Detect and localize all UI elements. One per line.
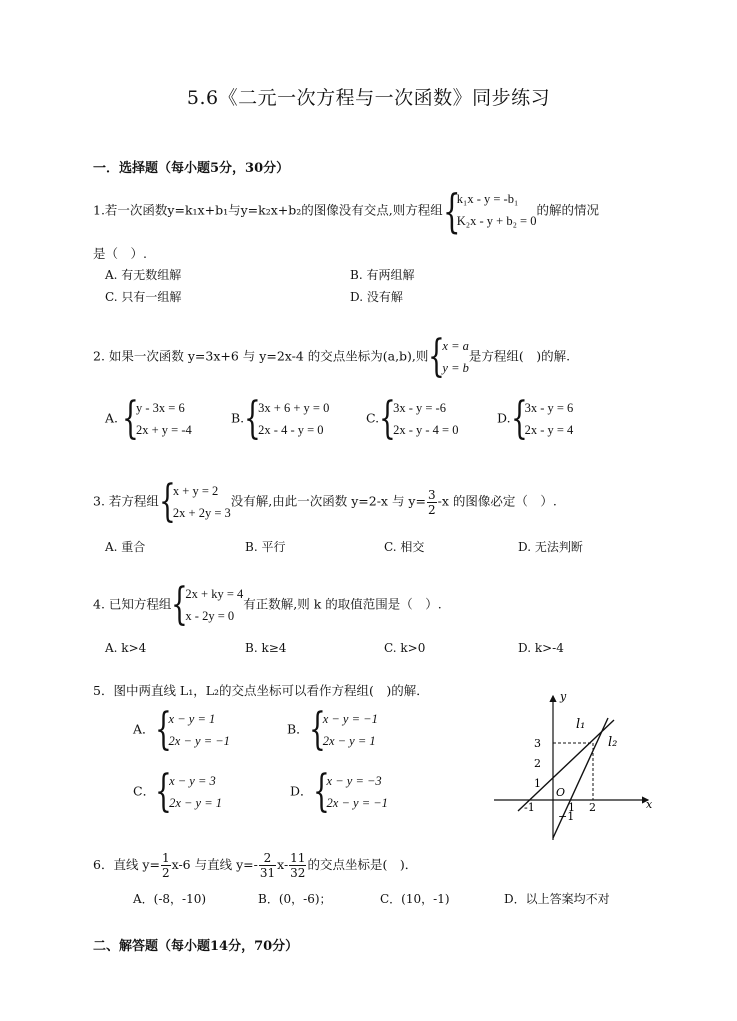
system-eq: 2x + 2y = 3 (172, 506, 231, 520)
q5-option-a: A． { x − y = 1 2x − y = −1 (133, 704, 230, 755)
question-2 (93, 331, 571, 382)
fraction: $\frac{11}{32}$ (290, 851, 306, 880)
system-eq: x − y = −3 (326, 774, 382, 788)
question-1-system: { k₁x - y = -b₁ K₂x - y + b₂ = 0 (442, 184, 537, 238)
question-4-prefix: 4. 已知方程组 (93, 596, 172, 612)
section-heading-solve: 二、解答题（每小题14分，70分） (93, 939, 299, 954)
option-b: B. 平行 (245, 540, 286, 554)
question-6-prefix: 6．直线 y= (93, 857, 160, 872)
tick-label: 1 (534, 777, 541, 790)
question-1-suffix: 的解的情况 (536, 202, 599, 218)
line-l1 (518, 720, 614, 811)
system-eq: x + y = 2 (172, 484, 219, 498)
option-label: C. (366, 410, 380, 426)
system-eq: x − y = −1 (322, 712, 378, 726)
option-d: D．以上答案均不对 (504, 892, 610, 906)
system-eq: 2x − y = −1 (168, 734, 230, 748)
option-a: A．(-8，-10) (133, 892, 207, 906)
fraction: $\frac{3}{2}$ (427, 487, 436, 517)
tick-label: 2 (589, 801, 596, 814)
option-b: B. 有两组解 (350, 268, 415, 282)
question-6-middle: x-6 与直线 y=- (171, 857, 258, 872)
option-c: C．(10，-1) (380, 892, 450, 906)
option-label: B． (287, 721, 309, 737)
tick-label: 2 (534, 757, 541, 770)
option-label: B. (231, 410, 245, 426)
system-eq: k₁x - y = -b₁ (456, 192, 519, 206)
system-eq: 3x + 6 + y = 0 (258, 401, 330, 415)
system-eq: 2x − y = −1 (326, 796, 388, 810)
option-c: C. 相交 (384, 540, 425, 554)
option-d: D. 无法判断 (518, 540, 583, 554)
question-3: 3. 若方程组 { x + y = 2 2x + 2y = 3没有解,由此一次函数 y=2-x 与 y= $\frac{3}{2}$ -x 的图像必定（ ）. (93, 476, 557, 527)
q2-option-d: D. { 3x - y = 6 2x - y = 4 (497, 393, 574, 444)
question-3-middle: 没有解,由此一次函数 y=2-x 与 y= (230, 493, 426, 509)
origin-label: O (556, 786, 566, 799)
question-1-prefix: 1.若一次函数y=k₁x+b₁与y=k₂x+b₂的图像没有交点,则方程组 (93, 202, 443, 218)
system-eq: 2x + ky = 4 (185, 587, 244, 601)
q5-line-graph (490, 688, 660, 848)
line-l1-label: l₁ (576, 717, 586, 732)
option-a: A. k>4 (105, 641, 147, 655)
section-heading-choice: 一．选择题（每小题5分，30分） (93, 161, 290, 176)
page-title: 5.6《二元一次方程与一次函数》同步练习 (186, 87, 551, 109)
q5-option-d: D． { x − y = −3 2x − y = −1 (290, 766, 388, 817)
question-6 (93, 851, 417, 880)
tick-label: −1 (558, 810, 575, 823)
q5-option-b: B． { x − y = −1 2x − y = 1 (287, 704, 378, 755)
tick-label: -1 (524, 801, 535, 814)
x-axis-label: x (646, 798, 653, 811)
system-eq: 2x - y = 4 (524, 423, 574, 437)
option-d: D. 没有解 (350, 290, 403, 304)
q2-option-a: A. { y - 3x = 6 2x + y = -4 (105, 393, 192, 444)
question-4: 4. 已知方程组 { 2x + ky = 4 x - 2y = 0有正数解,则 k 的取值范围是（ ）. (93, 579, 442, 630)
system-eq: x = a (442, 339, 469, 353)
question-5: 5．图中两直线 L₁，L₂的交点坐标可以看作方程组( )的解． (93, 683, 429, 698)
option-label: A. (105, 410, 119, 426)
question-3-suffix: -x 的图像必定（ ）. (437, 493, 557, 509)
fraction: $\frac{2}{31}$ (259, 851, 276, 880)
y-axis-label: y (560, 690, 567, 703)
question-6-suffix: 的交点坐标是( )． (307, 857, 418, 872)
option-d: D. k>-4 (518, 641, 564, 655)
system-eq: x - 2y = 0 (185, 609, 235, 623)
system-eq: 3x - y = -6 (393, 401, 446, 415)
option-b: B. k≥4 (245, 641, 287, 655)
fraction: $\frac{1}{2}$ (161, 851, 170, 880)
question-2-prefix: 2. 如果一次函数 y=3x+6 与 y=2x-4 的交点坐标为(a,b),则 (93, 348, 429, 364)
option-c: C. 只有一组解 (105, 290, 182, 304)
q5-option-c: C． { x − y = 3 2x − y = 1 (133, 766, 223, 817)
option-b: B．(0，-6)； (258, 892, 332, 906)
system-eq: y = b (442, 361, 469, 375)
option-a: A. 有无数组解 (105, 268, 182, 282)
question-4-suffix: 有正数解,则 k 的取值范围是（ ）. (243, 596, 442, 612)
system-eq: x − y = 1 (168, 712, 216, 726)
option-c: C. k>0 (384, 641, 426, 655)
option-label: C． (133, 783, 156, 799)
system-eq: 2x + y = -4 (136, 423, 192, 437)
line-l2-label: l₂ (608, 735, 618, 750)
question-1-line2: 是（ ）. (93, 246, 147, 261)
tick-label: 3 (534, 737, 541, 750)
system-eq: 2x - 4 - y = 0 (258, 423, 324, 437)
question-2-system: { x = a y = b (428, 331, 469, 382)
system-eq: y - 3x = 6 (136, 401, 185, 415)
system-eq: 2x − y = 1 (322, 734, 376, 748)
question-3-prefix: 3. 若方程组 (93, 493, 159, 509)
q2-option-c: C. { 3x - y = -6 2x - y - 4 = 0 (366, 393, 459, 444)
q2-option-b: B. { 3x + 6 + y = 0 2x - 4 - y = 0 (231, 393, 330, 444)
question-1 (93, 184, 599, 238)
system-eq: 2x - y - 4 = 0 (393, 423, 459, 437)
tick-label: 1 (568, 801, 575, 814)
option-a: A. 重合 (105, 540, 146, 554)
system-eq: 2x − y = 1 (169, 796, 223, 810)
option-label: D. (497, 410, 511, 426)
question-2-suffix: 是方程组( )的解. (468, 348, 571, 364)
system-eq: 3x - y = 6 (524, 401, 574, 415)
system-eq: x − y = 3 (169, 774, 216, 788)
question-6-middle: x- (277, 857, 289, 872)
system-eq: K₂x - y + b₂ = 0 (456, 214, 537, 228)
option-label: A． (133, 721, 155, 737)
option-label: D． (290, 783, 313, 799)
